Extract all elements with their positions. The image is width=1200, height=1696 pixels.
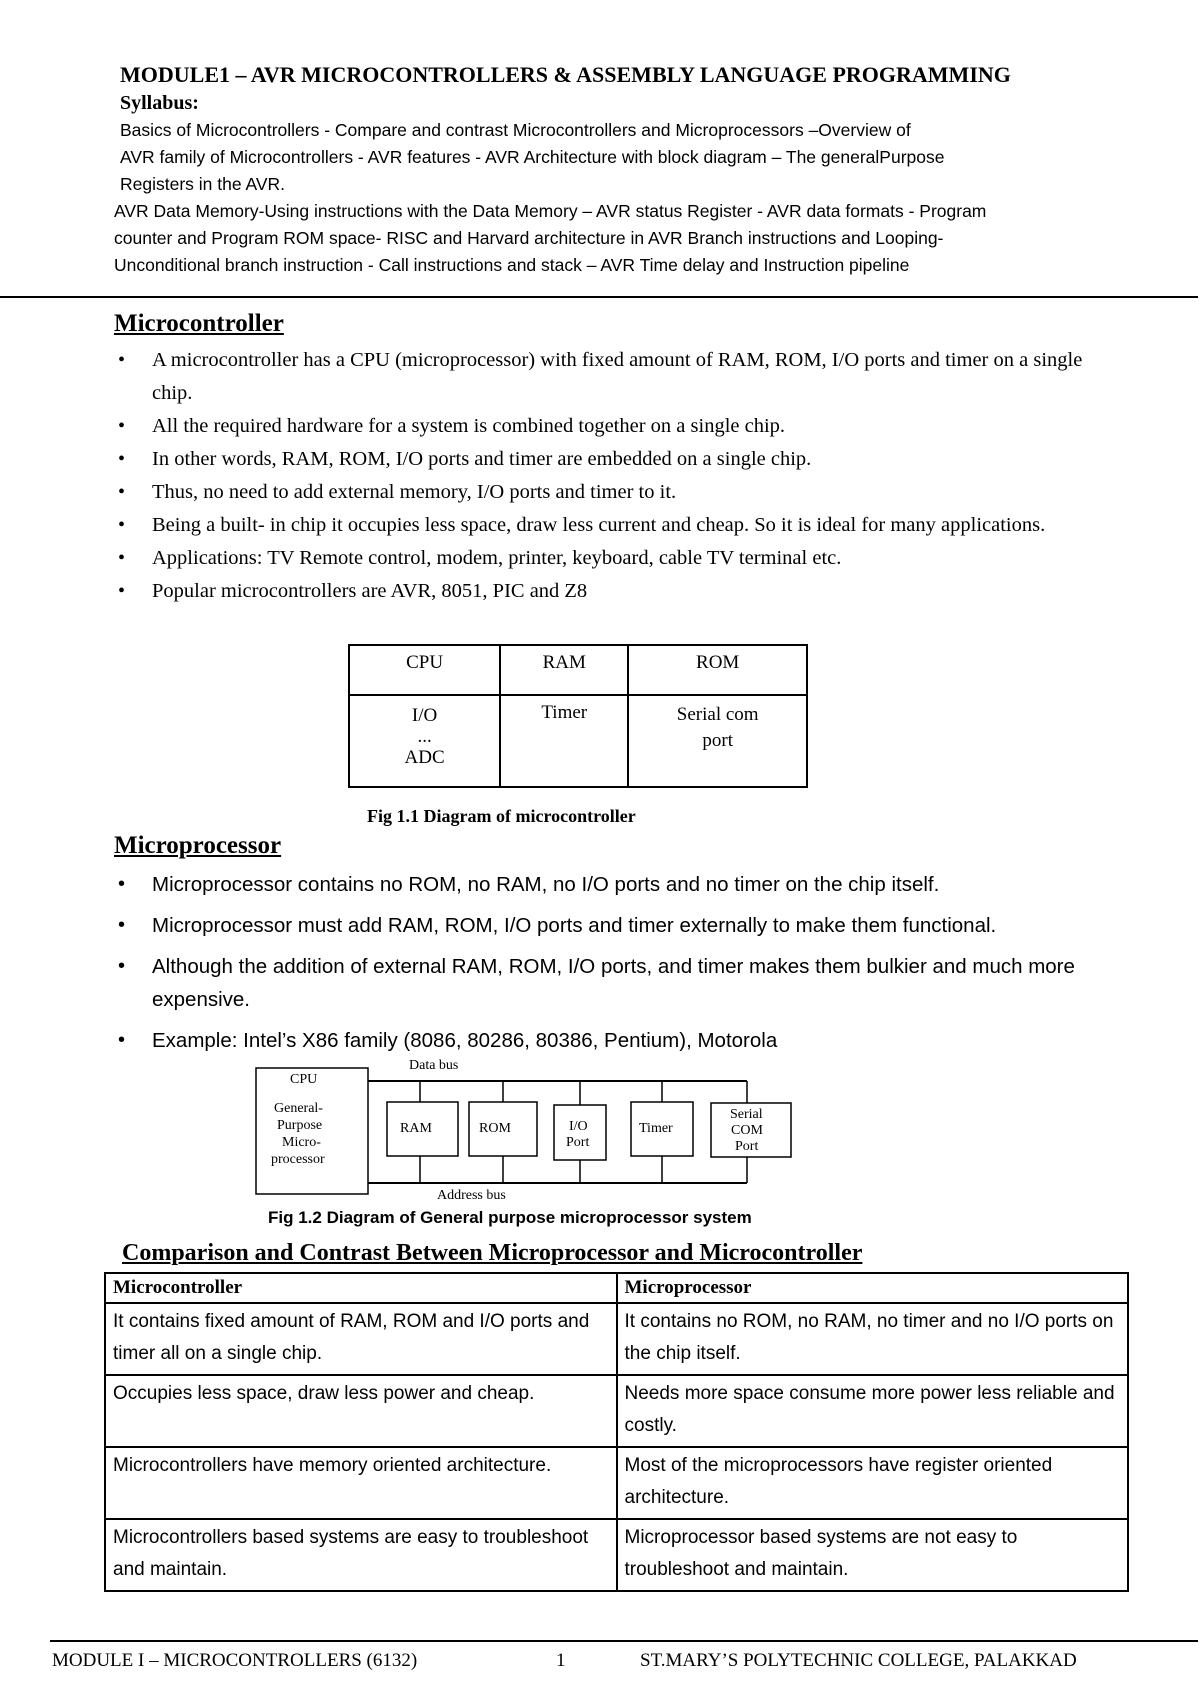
syllabus-line: counter and Program ROM space- RISC and Harvard architecture in AVR Branch instructions and Looping- — [114, 228, 944, 248]
list-item: • All the required hardware for a system is combined together on a single chip. — [152, 410, 1102, 443]
table-cell: Microprocessor based systems are not easy to troubleshoot and maintain. — [617, 1519, 1129, 1591]
table-row — [105, 1303, 1128, 1375]
footer-divider — [50, 1640, 1198, 1642]
comparison-table — [104, 1272, 1129, 1592]
cpu-text: General- — [274, 1101, 323, 1116]
list-item: • Thus, no need to add external memory, I/O ports and timer to it. — [152, 476, 1102, 509]
column-header: Microcontroller — [105, 1273, 617, 1303]
page-number: 1 — [556, 1650, 566, 1671]
diagram-text: I/O — [411, 705, 438, 726]
ram-label: RAM — [400, 1121, 432, 1136]
address-bus-label: Address bus — [437, 1188, 506, 1203]
timer-label: Timer — [639, 1121, 673, 1136]
diagram-cell-timer: Timer — [500, 695, 628, 787]
diagram-text: ADC — [404, 747, 445, 768]
diagram-cell-cpu: CPU — [349, 645, 500, 695]
syllabus-line: Unconditional branch instruction - Call instructions and stack – AVR Time delay and Instruction pipeline — [114, 255, 910, 275]
table-cell: It contains fixed amount of RAM, ROM and I/O ports and timer all on a single chip. — [105, 1303, 617, 1375]
syllabus-line: Registers in the AVR. — [120, 174, 286, 194]
figure-caption: Fig 1.1 Diagram of microcontroller — [367, 806, 636, 826]
diagram-text: ... — [417, 726, 432, 747]
comparison-heading: Comparison and Contrast Between Microprocessor and Microcontroller — [122, 1240, 863, 1266]
list-item: • In other words, RAM, ROM, I/O ports and timer are embedded on a single chip. — [152, 443, 1102, 476]
list-item: • Applications: TV Remote control, modem, printer, keyboard, cable TV terminal etc. — [152, 542, 1102, 575]
table-row — [105, 1375, 1128, 1447]
list-item: • Although the addition of external RAM, ROM, I/O ports, and timer makes them bulkier and much more expensive. — [152, 950, 1142, 1016]
list-item: • Microprocessor must add RAM, ROM, I/O ports and timer externally to make them functional. — [152, 909, 1142, 942]
diagram-text: port — [702, 730, 733, 751]
syllabus-heading: Syllabus: — [120, 92, 199, 114]
cpu-text: Purpose — [277, 1118, 323, 1133]
table-row — [105, 1519, 1128, 1591]
syllabus-line: AVR Data Memory-Using instructions with the Data Memory – AVR status Register - AVR data formats - Program — [114, 201, 987, 221]
list-item: • Being a built- in chip it occupies less space, draw less current and cheap. So it is ideal for many applications. — [152, 509, 1102, 542]
column-header: Microprocessor — [617, 1273, 1129, 1303]
table-cell: Needs more space consume more power less reliable and costly. — [617, 1375, 1129, 1447]
figure-caption: Fig 1.2 Diagram of General purpose microprocessor system — [268, 1208, 752, 1227]
diagram-cell-ram: RAM — [500, 645, 628, 695]
cpu-text: processor — [271, 1152, 325, 1167]
list-item: • A microcontroller has a CPU (microprocessor) with fixed amount of RAM, ROM, I/O ports and timer on a single chip. — [152, 344, 1102, 410]
table-cell: It contains no ROM, no RAM, no timer and no I/O ports on the chip itself. — [617, 1303, 1129, 1375]
footer-college: ST.MARY’S POLYTECHNIC COLLEGE, PALAKKAD — [640, 1650, 1077, 1671]
io-label: I/O — [569, 1119, 588, 1134]
table-cell: Most of the microprocessors have register oriented architecture. — [617, 1447, 1129, 1519]
syllabus-line: Basics of Microcontrollers - Compare and contrast Microcontrollers and Microprocessors –Overview of — [120, 120, 911, 140]
serial-label: Serial — [730, 1107, 763, 1122]
table-header-row — [105, 1273, 1128, 1303]
rom-label: ROM — [479, 1121, 511, 1136]
serial-label: Port — [735, 1139, 759, 1154]
syllabus-line: AVR family of Microcontrollers - AVR features - AVR Architecture with block diagram – The generalPurpose — [120, 147, 945, 167]
diagram-cell-rom: ROM — [628, 645, 807, 695]
list-item: • Example: Intel’s X86 family (8086, 80286, 80386, Pentium), Motorola — [152, 1024, 1142, 1057]
microprocessor-heading: Microprocessor — [114, 832, 282, 859]
io-label: Port — [566, 1135, 590, 1150]
data-bus-label: Data bus — [409, 1058, 459, 1073]
table-cell: Microcontrollers based systems are easy to troubleshoot and maintain. — [105, 1519, 617, 1591]
diagram-text: Serial com — [676, 704, 759, 725]
cpu-text: Micro- — [282, 1135, 321, 1150]
list-item: • Microprocessor contains no ROM, no RAM, no I/O ports and no timer on the chip itself. — [152, 868, 1142, 901]
list-item: • Popular microcontrollers are AVR, 8051, PIC and Z8 — [152, 575, 1102, 608]
table-cell: Microcontrollers have memory oriented architecture. — [105, 1447, 617, 1519]
serial-label: COM — [731, 1123, 763, 1138]
cpu-title: CPU — [290, 1072, 318, 1087]
table-cell: Occupies less space, draw less power and cheap. — [105, 1375, 617, 1447]
table-row — [105, 1447, 1128, 1519]
footer-module: MODULE I – MICROCONTROLLERS (6132) — [52, 1650, 418, 1671]
page-title: MODULE1 – AVR MICROCONTROLLERS & ASSEMBLY LANGUAGE PROGRAMMING — [120, 62, 1011, 87]
microcontroller-heading: Microcontroller — [114, 310, 284, 337]
